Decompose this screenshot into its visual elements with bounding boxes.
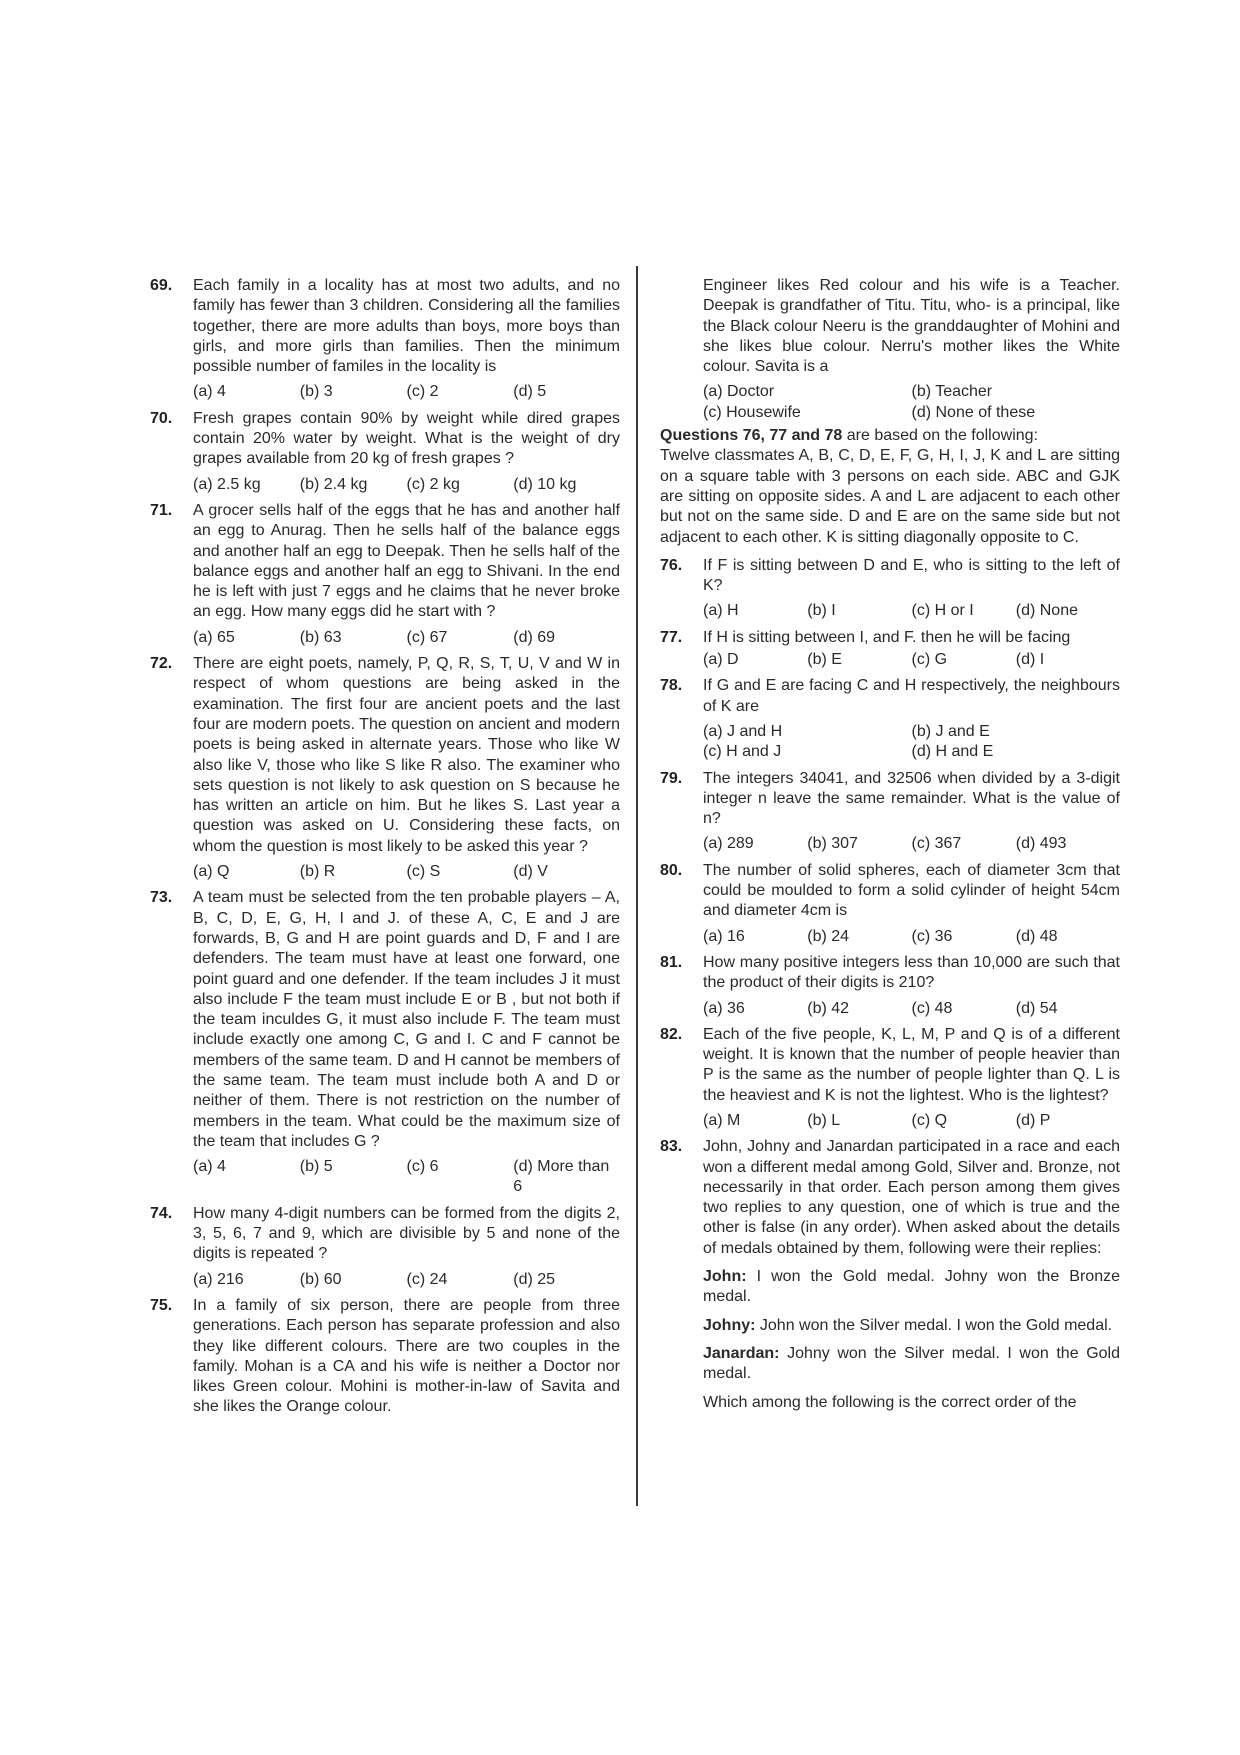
option-a: (a) J and H: [703, 722, 783, 740]
option-a: (a) H: [703, 602, 739, 620]
question-75: [150, 1296, 620, 1418]
option-d: (d) V: [513, 863, 548, 881]
question-72: [150, 654, 620, 882]
option-d: (d) More than 6: [513, 1158, 610, 1196]
question-number: 72.: [150, 655, 173, 673]
question-number: 83.: [660, 1138, 683, 1156]
question-number: 78.: [660, 677, 683, 695]
question-73: [150, 888, 620, 1197]
right-column: [660, 276, 1120, 1419]
question-71: [150, 501, 620, 648]
reply-janardan: [703, 1344, 1120, 1385]
question-text: There are eight poets, namely, P, Q, R, S, T, U, V and W in respect of whom questions are being asked in the examination. The first four are ancient poets and the last four are modern poets. The question on ancient and modern poets is being asked in alternate years. Those who like W also like V, those who like S like R also. The examiner who sets question is not likely to ask question on S because he has written an article on him. But he likes S. Last year a question was asked on U. Considering these facts, on whom the question is most likely to be asked this year ?: [193, 655, 620, 855]
question-text: In a family of six person, there are people from three generations. Each person has separate profession and also they like different colours. There are two couples in the family. Mohan is a CA and his wife is neither a Doctor nor likes Green colour. Mohini is mother-in-law of Savita and she likes the Orange colour.: [193, 1296, 620, 1416]
section-heading-bold: Questions 76, 77 and 78: [660, 427, 843, 445]
question-text: Each family in a locality has at most two adults, and no family has fewer than 3 children. Considering all the families together, there are more adults than boys, more boys than girls, and more girls than families. Then the minimum possible number of familes in the locality is: [193, 277, 620, 376]
option-c: (c) 36: [911, 927, 953, 945]
option-d: (d) 493: [1015, 835, 1067, 853]
question-text: The number of solid spheres, each of diameter 3cm that could be moulded to form a solid cylinder of height 54cm and diameter 4cm is: [703, 861, 1120, 920]
option-b: (b) 63: [299, 628, 342, 646]
option-c: (c) H and J: [703, 743, 782, 761]
reply-johny: [703, 1316, 1120, 1336]
question-number: 71.: [150, 501, 173, 519]
option-c: (c) G: [911, 651, 948, 669]
question-text: If H is sitting between I, and F. then he will be facing: [703, 628, 1071, 646]
reply-speaker: John:: [703, 1268, 747, 1286]
section-heading: [660, 426, 1120, 446]
question-text: How many positive integers less than 10,000 are such that the product of their digits is 210?: [703, 953, 1120, 992]
question-number: 73.: [150, 889, 173, 907]
question-76: [660, 556, 1120, 622]
option-a: (a) 36: [703, 999, 745, 1017]
option-a: (a) 216: [193, 1270, 244, 1288]
question-text: A team must be selected from the ten probable players – A, B, C, D, E, G, H, I and J. of these A, C, E and J are forwards, B, G and H are point guards and D, F and I are defenders. The team must have at least one forward, one point guard and one defender. If the team includes J it must also include F the team must include E or B , but not both if the team inculdes G, it must also include F. The team must include exactly one among C, G and I. C and F cannot be members of the same team. D and H cannot be members of the same team. The team must include both A and D or neither of them. There is not restriction on the number of members in the team. What could be the maximum size of the team that includes G ?: [193, 889, 620, 1150]
option-a: (a) M: [703, 1111, 741, 1129]
option-d: (d) None of these: [911, 403, 1036, 421]
option-d: (d) None: [1015, 602, 1078, 620]
option-c: (c) 2 kg: [406, 475, 460, 493]
question-79: [660, 769, 1120, 855]
question-text: Each of the five people, K, L, M, P and Q is of a different weight. It is known that the number of people heavier than P is the same as the number of people lighter than Q. L is the heaviest and K is not the lightest. Who is the lightest?: [703, 1025, 1120, 1104]
option-c: (c) Q: [911, 1111, 948, 1129]
reply-john: [703, 1267, 1120, 1308]
option-d: (d) P: [1015, 1111, 1051, 1129]
question-number: 75.: [150, 1296, 173, 1314]
option-d: (d) 48: [1015, 927, 1058, 945]
option-c: (c) Housewife: [703, 403, 801, 421]
question-69: [150, 276, 620, 403]
section-paragraph: Twelve classmates A, B, C, D, E, F, G, H, I, J, K and L are sitting on a square table with 3 persons on each side. ABC and GJK are sitting on opposite sides. A and L are adjacent to each other but not on the same side. D and E are on the same side but not adjacent to each other. K is sitting diagonally opposite to C.: [660, 447, 1120, 546]
options-grid: [703, 382, 1120, 423]
options-row: [193, 382, 620, 402]
options-row: [193, 862, 620, 882]
option-a: (a) 16: [703, 927, 745, 945]
question-80: [660, 861, 1120, 947]
option-b: (b) E: [807, 651, 842, 669]
option-d: (d) I: [1015, 651, 1045, 669]
column-divider: [636, 266, 638, 1506]
option-a: (a) 4: [193, 1158, 226, 1176]
question-number: 77.: [660, 628, 683, 646]
option-b: (b) R: [299, 863, 336, 881]
option-d: (d) 5: [513, 383, 547, 401]
reply-text: John won the Silver medal. I won the Gold medal.: [755, 1316, 1113, 1334]
option-b: (b) 307: [807, 835, 858, 853]
question-text: Engineer likes Red colour and his wife is a Teacher. Deepak is grandfather of Titu. Titu, who- is a principal, like the Black colour Neeru is the granddaughter of Mohini and she likes blue colour. Nerru's mother likes the White colour. Savita is a: [703, 277, 1120, 376]
left-column: [150, 276, 620, 1424]
options-row: [703, 999, 1120, 1019]
option-c: (c) 2: [406, 383, 439, 401]
options-row: [193, 1270, 620, 1290]
options-row: [703, 650, 1120, 670]
option-d: (d) H and E: [911, 743, 994, 761]
option-b: (b) I: [807, 602, 836, 620]
option-a: (a) Doctor: [703, 383, 775, 401]
options-row: [193, 628, 620, 648]
option-a: (a) 289: [703, 835, 754, 853]
question-number: 82.: [660, 1025, 683, 1043]
question-text: John, Johny and Janardan participated in a race and each won a different medal among Gold, Silver and. Bronze, not necessarily in that order. Each person among them gives two replies to any question, one of which is true and the other is false (in any order). When asked about the details of medals obtained by them, following were their replies:: [703, 1138, 1120, 1257]
option-b: (b) 24: [807, 927, 850, 945]
options-row: [703, 834, 1120, 854]
option-b: (b) 42: [807, 999, 850, 1017]
option-c: (c) 67: [406, 628, 448, 646]
question-text: If F is sitting between D and E, who is sitting to the left of K?: [703, 556, 1120, 595]
question-number: 80.: [660, 861, 683, 879]
option-c: (c) S: [406, 863, 441, 881]
option-a: (a) Q: [193, 863, 230, 881]
option-a: (a) 4: [193, 383, 226, 401]
option-d: (d) 69: [513, 628, 556, 646]
option-a: (a) 2.5 kg: [193, 475, 261, 493]
question-83: [660, 1137, 1120, 1413]
section-heading-rest: are based on the following:: [842, 427, 1038, 445]
reply-text: Johny won the Silver medal. I won the Gold medal.: [703, 1344, 1120, 1383]
option-a: (a) 65: [193, 628, 235, 646]
question-text: Fresh grapes contain 90% by weight while dired grapes contain 20% water by weight. What is the weight of dry grapes available from 20 kg of fresh grapes ?: [193, 409, 620, 468]
option-b: (b) 3: [299, 383, 333, 401]
options-row: [193, 1157, 620, 1198]
question-text: A grocer sells half of the eggs that he has and another half an egg to Anurag. Then he sells half of the balance eggs and another half an egg to Deepak. Then he sells half of the balance eggs and another half an egg to Shivani. In the end he is left with just 7 eggs and he claims that he never broke an egg. How many eggs did he start with ?: [193, 501, 620, 621]
option-d: (d) 54: [1015, 999, 1058, 1017]
question-74: [150, 1204, 620, 1290]
question-78: [660, 676, 1120, 762]
question-text: If G and E are facing C and H respectively, the neighbours of K are: [703, 677, 1120, 715]
options-row: [193, 475, 620, 495]
reply-speaker: Johny:: [703, 1316, 756, 1334]
option-d: (d) 25: [513, 1270, 556, 1288]
option-c: (c) 48: [911, 999, 953, 1017]
question-82: [660, 1025, 1120, 1131]
question-number: 76.: [660, 556, 683, 574]
question-number: 74.: [150, 1204, 173, 1222]
option-b: (b) Teacher: [911, 383, 993, 401]
option-b: (b) 60: [299, 1270, 342, 1288]
closing-line: Which among the following is the correct order of the: [703, 1393, 1077, 1411]
question-77: [660, 628, 1120, 671]
options-row: [703, 601, 1120, 621]
option-a: (a) D: [703, 651, 739, 669]
question-text: How many 4-digit numbers can be formed from the digits 2, 3, 5, 6, 7 and 9, which are divisible by 5 and none of the digits is repeated ?: [193, 1204, 620, 1263]
question-number: 81.: [660, 953, 683, 971]
question-70: [150, 409, 620, 495]
option-c: (c) 367: [911, 835, 962, 853]
option-c: (c) 6: [406, 1158, 439, 1176]
option-c: (c) 24: [406, 1270, 448, 1288]
question-number: 69.: [150, 277, 173, 294]
option-b: (b) 5: [299, 1158, 333, 1176]
option-b: (b) J and E: [911, 722, 990, 740]
option-b: (b) L: [807, 1111, 841, 1129]
question-number: 70.: [150, 409, 173, 427]
options-grid: [703, 722, 1120, 763]
question-81: [660, 953, 1120, 1019]
question-number: 79.: [660, 769, 683, 787]
options-row: [703, 927, 1120, 947]
question-75-continuation: [660, 276, 1120, 423]
option-d: (d) 10 kg: [513, 475, 577, 493]
option-c: (c) H or I: [911, 602, 974, 620]
question-text: The integers 34041, and 32506 when divided by a 3-digit integer n leave the same remainder. What is the value of n?: [703, 769, 1120, 828]
reply-speaker: Janardan:: [703, 1344, 780, 1362]
options-row: [703, 1111, 1120, 1131]
option-b: (b) 2.4 kg: [299, 475, 368, 493]
reply-text: I won the Gold medal. Johny won the Bronze medal.: [703, 1268, 1120, 1306]
